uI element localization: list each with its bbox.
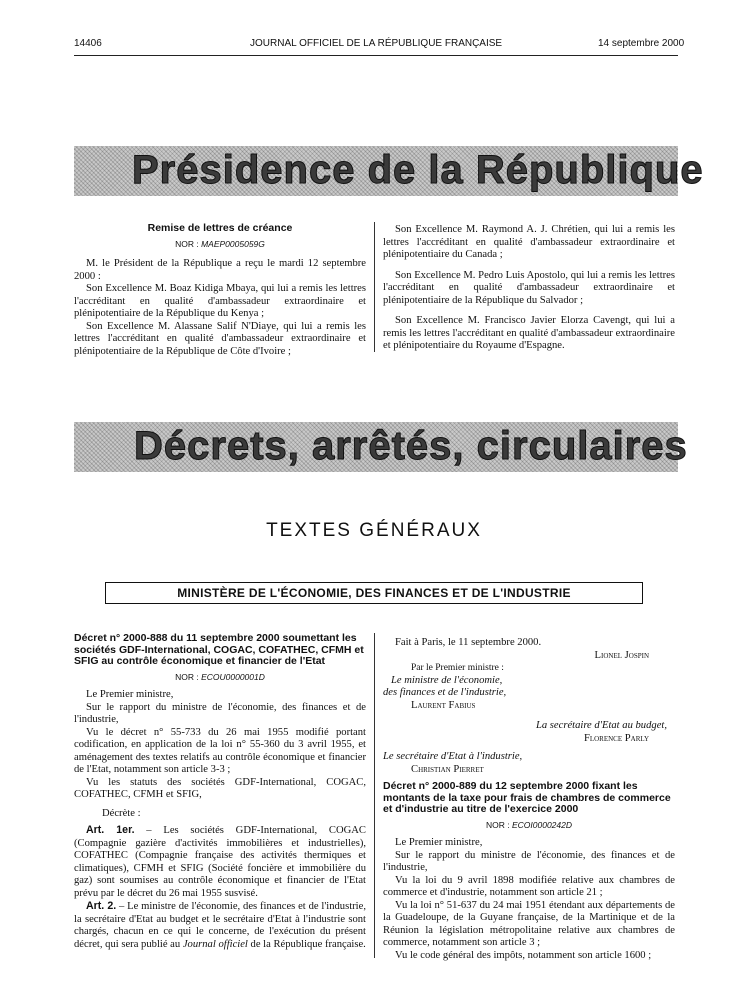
decree2-p2: Sur le rapport du ministre de l'économie, des finances et de l'industrie, xyxy=(383,849,675,873)
header-rule xyxy=(74,55,678,56)
signature-industry-name: Christian Pierret xyxy=(411,763,484,775)
header-date: 14 septembre 2000 xyxy=(598,38,685,49)
presidence-left-column xyxy=(74,222,366,358)
decree1-column xyxy=(74,633,366,951)
signature-minister-name: Laurent Fabius xyxy=(411,699,476,711)
column-divider-2 xyxy=(374,633,375,958)
signature-fait: Fait à Paris, le 11 septembre 2000. xyxy=(395,637,542,648)
decree2-column xyxy=(383,781,675,962)
decree1-title: Décret n° 2000-888 du 11 septembre 2000 soumettant les sociétés GDF-International, COGAC, COFATHEC, CFMH et SFIG au contrôle économique et financier de l'Etat xyxy=(74,632,364,667)
journal-title: JOURNAL OFFICIEL DE LA RÉPUBLIQUE FRANÇAISE xyxy=(250,38,503,49)
presidence-title: Remise de lettres de créance xyxy=(147,222,293,234)
banner-decrets-text: Décrets, arrêtés, circulaires xyxy=(134,424,688,468)
presidence-intro: M. le Président de la République a reçu le mardi 12 septembre 2000 : xyxy=(74,258,366,282)
page-number: 14406 xyxy=(74,38,102,49)
presidence-nor: NOR : MAEP0005059G xyxy=(175,238,265,249)
banner-presidence-text: Présidence de la République xyxy=(132,148,704,192)
signature-industry-role: Le secrétaire d'Etat à l'industrie, xyxy=(383,751,523,762)
decree1-article1: Art. 1er. – Les sociétés GDF-International, COGAC (Compagnie gazière d'activités immobilières et industrielles), COFATHEC (Compagnie française des activités thermiques et climatiques), CFMH et SFIG (Société foncière et immobilière du gaz) sont soumises au contrôle économique et financier de l'Etat prévu par le décret du 26 mai 1955 susvisé. xyxy=(74,824,367,899)
section-title: TEXTES GÉNÉRAUX xyxy=(266,520,482,541)
decree2-p3: Vu la loi du 9 avril 1898 modifiée relative aux chambres de commerce et d'industrie, notamment son article 21 ; xyxy=(383,874,675,898)
decree1-p3: Vu le décret n° 55-733 du 26 mai 1955 modifié portant codification, en application de la loi n° 55-360 du 3 avril 1955, et aménagement des textes relatifs au contrôle économique et financier de l'Etat, notamment son article 3-3 ; xyxy=(74,726,366,775)
signature-par: Par le Premier ministre : xyxy=(411,663,504,673)
presidence-right-column xyxy=(383,224,675,353)
signature-budget-name: Florence Parly xyxy=(583,732,649,744)
decree2-title: Décret n° 2000-889 du 12 septembre 2000 fixant les montants de la taxe pour frais de chambres de commerce et d'industrie au titre de l'exercice 2000 xyxy=(383,780,671,815)
ministry-box: MINISTÈRE DE L'ÉCONOMIE, DES FINANCES ET DE L'INDUSTRIE xyxy=(105,582,643,604)
presidence-para-cote-ivoire: Son Excellence M. Alassane Salif N'Diaye, qui lui a remis les lettres l'accréditant en qualité d'ambassadeur extraordinaire et plénipotentiaire de la République de Côte d'Ivoire ; xyxy=(74,320,366,357)
decree2-p4: Vu la loi n° 51-637 du 24 mai 1951 étendant aux départements de la Guadeloupe, de la Guyane française, de la Martinique et de la Réunion la législation métropolitaine relative aux chambres de commerce, notamment son article 3 ; xyxy=(383,899,675,948)
decree1-p4: Vu les statuts des sociétés GDF-International, COGAC, COFATHEC, CFMH et SFIG, xyxy=(74,776,366,800)
signature-pm: Lionel Jospin xyxy=(594,649,649,661)
decree1-article2: Art. 2. – Le ministre de l'économie, des finances et de l'industrie, la secrétaire d'Etat au budget et le secrétaire d'Etat à l'industrie sont chargés, chacun en ce qui le concerne, de l'exécution du présent décret, qui sera publié au Journal officiel de la République française. xyxy=(74,900,366,950)
signature-minister-role-1: Le ministre de l'économie, xyxy=(391,674,503,686)
decree2-p1: Le Premier ministre, xyxy=(395,837,483,848)
presidence-para-espagne: Son Excellence M. Francisco Javier Elorza Cavengt, qui lui a remis les lettres l'accréditant en qualité d'ambassadeur extraordinaire et plénipotentiaire du Royaume d'Espagne. xyxy=(383,315,675,351)
decree1-p2: Sur le rapport du ministre de l'économie, des finances et de l'industrie, xyxy=(74,701,366,725)
signatures-block xyxy=(383,637,675,776)
presidence-para-salvador: Son Excellence M. Pedro Luis Apostolo, qui lui a remis les lettres l'accréditant en qualité d'ambassadeur extraordinaire et plénipotentiaire de la République du Salvador ; xyxy=(383,269,675,306)
decree2-p5: Vu le code général des impôts, notamment son article 1600 ; xyxy=(395,949,652,961)
decree1-decrete: Décrète : xyxy=(102,807,141,819)
presidence-para-canada: Son Excellence M. Raymond A. J. Chrétien, qui lui a remis les lettres l'accréditant en qualité d'ambassadeur extraordinaire et plénipotentiaire du Canada ; xyxy=(383,224,675,260)
presidence-para-kenya: Son Excellence M. Boaz Kidiga Mbaya, qui lui a remis les lettres l'accréditant en qualité d'ambassadeur extraordinaire et plénipotentiaire de la République du Kenya ; xyxy=(74,283,366,319)
banner-presidence xyxy=(74,146,704,196)
column-divider xyxy=(374,222,375,352)
signature-minister-role-2: des finances et de l'industrie, xyxy=(383,687,507,698)
banner-decrets xyxy=(74,422,688,472)
signature-budget-role: La secrétaire d'Etat au budget, xyxy=(535,720,667,731)
decree1-p1: Le Premier ministre, xyxy=(86,689,174,700)
decree2-nor: NOR : ECOI0000242D xyxy=(485,819,572,830)
decree1-nor: NOR : ECOU0000001D xyxy=(175,671,265,682)
running-header xyxy=(0,38,748,52)
